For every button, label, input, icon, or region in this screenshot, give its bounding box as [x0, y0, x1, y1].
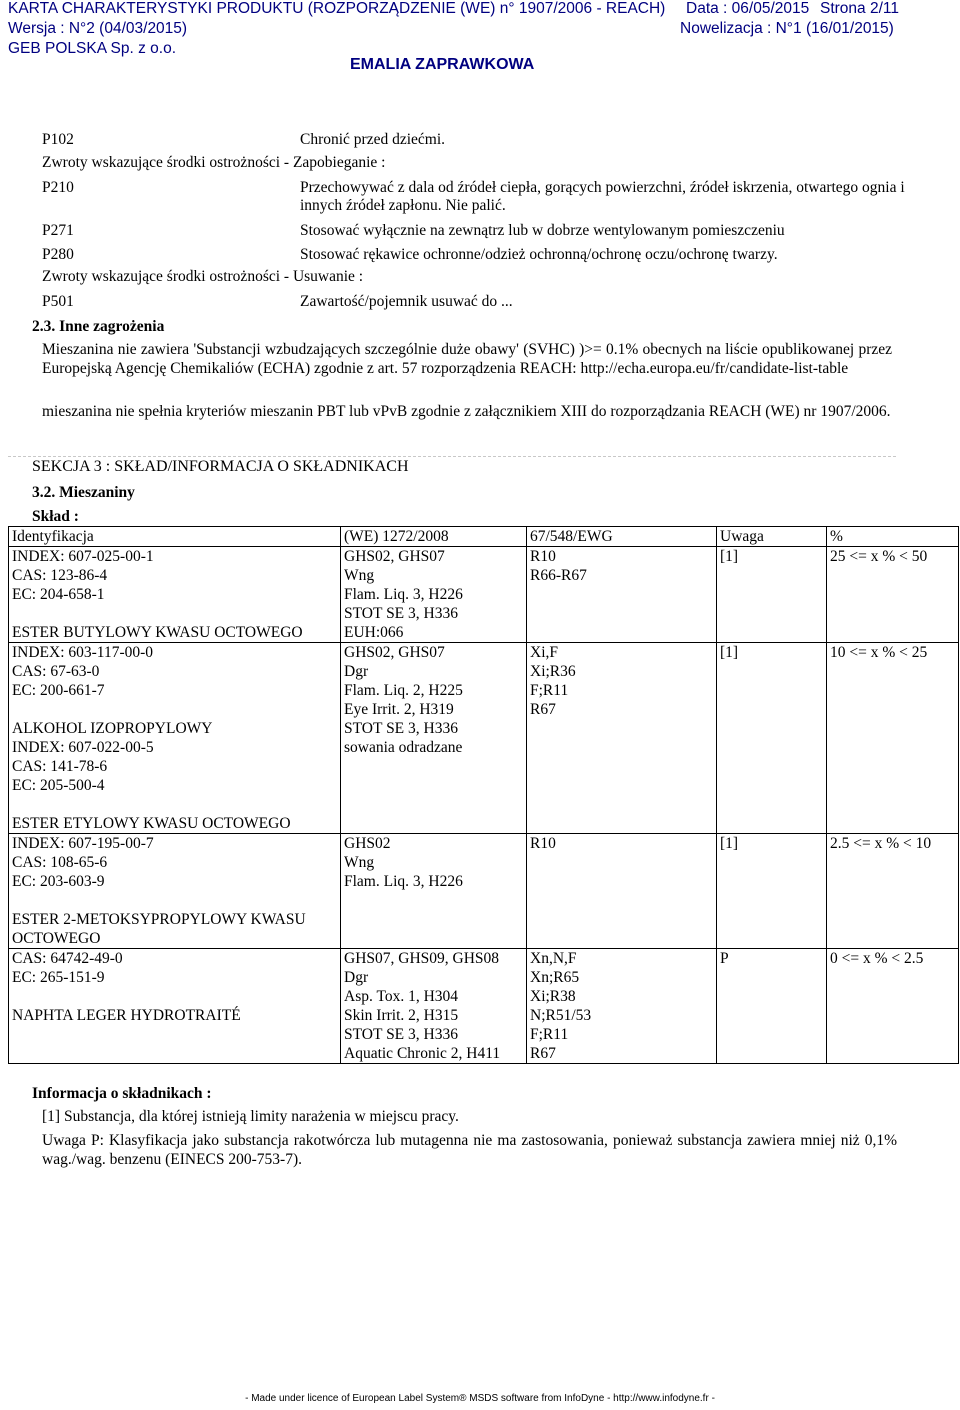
- table-row: [9, 643, 959, 834]
- header-percent: %: [827, 527, 959, 547]
- substance-name: ALKOHOL IZOPROPYLOWY: [12, 720, 213, 737]
- p210-code: P210: [42, 179, 74, 196]
- pbt-paragraph: mieszanina nie spełnia kryteriów mieszanin PBT lub vPvB zgodnie z załącznikiem XIII do rozporządzania REACH (WE) nr 1907/2006.: [42, 403, 891, 420]
- p102-text: Chronić przed dziećmi.: [300, 131, 446, 148]
- header-identification: Identyfikacja: [9, 527, 341, 547]
- cas-number: CAS: 67-63-0: [12, 663, 100, 680]
- r-phrase: R67: [530, 701, 556, 718]
- ec-number: EC: 204-658-1: [12, 586, 105, 603]
- disposal-heading: Zwroty wskazujące środki ostrożności - Usuwanie :: [42, 268, 364, 285]
- index-number: INDEX: 603-117-00-0: [12, 644, 154, 661]
- hazard-class: Flam. Liq. 3, H226: [344, 586, 463, 603]
- sds-title: KARTA CHARAKTERYSTYKI PRODUKTU (ROZPORZĄDZENIE (WE) n° 1907/2006 - REACH): [8, 0, 666, 17]
- cas-number: CAS: 141-78-6: [12, 758, 108, 775]
- version: Wersja : N°2 (04/03/2015): [8, 20, 188, 37]
- hazard-class: STOT SE 3, H336: [344, 720, 458, 737]
- r-phrase: F;R11: [530, 1026, 569, 1043]
- p501-code: P501: [42, 293, 74, 310]
- note-p: Uwaga P: Klasyfikacja jako substancja rakotwórcza lub mutagenna nie ma zastosowania, ponieważ substancja zawiera mniej niż 0,1% wag./wag. benzenu (EINECS 200-753-7).: [42, 1132, 897, 1168]
- hazard-class: Skin Irrit. 2, H315: [344, 1007, 459, 1024]
- substance-name: ESTER 2-METOKSYPROPYLOWY KWASU OCTOWEGO: [12, 911, 306, 947]
- section-3-heading: SEKCJA 3 : SKŁAD/INFORMACJA O SKŁADNIKACH: [32, 458, 409, 475]
- r-phrase: R66-R67: [530, 567, 587, 584]
- page-number: Strona 2/11: [820, 0, 899, 17]
- r-phrase: N;R51/53: [530, 1007, 592, 1024]
- r-phrase: Xi,F: [530, 644, 558, 661]
- signal-word: Wng: [344, 567, 375, 584]
- signal-word: Dgr: [344, 969, 369, 986]
- substance-name: NAPHTA LEGER HYDROTRAITÉ: [12, 1007, 241, 1024]
- p271-code: P271: [42, 222, 74, 239]
- component-info-heading: Informacja o składnikach :: [32, 1085, 212, 1102]
- r-phrase: R10: [530, 835, 556, 852]
- composition-label: Skład :: [32, 508, 79, 525]
- cas-number: CAS: 64742-49-0: [12, 950, 123, 967]
- table-row: [9, 949, 959, 1064]
- hazard-class: Asp. Tox. 1, H304: [344, 988, 459, 1005]
- ec-number: EC: 265-151-9: [12, 969, 105, 986]
- section-2-3-heading: 2.3. Inne zagrożenia: [32, 318, 165, 335]
- issue-date: Data : 06/05/2015: [686, 0, 810, 17]
- header-we-1272: (WE) 1272/2008: [341, 527, 527, 547]
- header-ewg-67-548: 67/548/EWG: [527, 527, 717, 547]
- cas-number: CAS: 108-65-6: [12, 854, 108, 871]
- table-row: [9, 547, 959, 643]
- svhc-paragraph: Mieszanina nie zawiera 'Substancji wzbudzających szczególnie duże obawy' (SVHC) )>= 0.1% obecnych na liście opublikowanej przez Europejską Agencję Chemikaliów (ECHA) zgodnie z art. 57 rozporządzenia REACH: http://echa.europa.eu/fr/candidate-list-table: [42, 341, 892, 377]
- ghs-pictograms: GHS02, GHS07: [344, 644, 445, 661]
- note-ref: [1]: [720, 835, 739, 852]
- signal-word: Wng: [344, 854, 375, 871]
- header-note: Uwaga: [717, 527, 827, 547]
- r-phrase: F;R11: [530, 682, 569, 699]
- ec-number: EC: 200-661-7: [12, 682, 105, 699]
- ec-number: EC: 205-500-4: [12, 777, 105, 794]
- product-name: EMALIA ZAPRAWKOWA: [350, 56, 535, 73]
- table-row: [9, 834, 959, 949]
- r-phrase: Xi;R36: [530, 663, 576, 680]
- hazard-class: Flam. Liq. 3, H226: [344, 873, 463, 890]
- note-ref: P: [720, 950, 729, 967]
- substance-name: ESTER BUTYLOWY KWASU OCTOWEGO: [12, 624, 303, 641]
- ghs-pictograms: GHS02: [344, 835, 391, 852]
- r-phrase: Xi;R38: [530, 988, 576, 1005]
- note-ref: [1]: [720, 644, 739, 661]
- note-ref: [1]: [720, 548, 739, 565]
- p210-text: Przechowywać z dala od źródeł ciepła, gorących powierzchni, źródeł iskrzenia, otwartego ognia i innych źródeł zapłonu. Nie palić.: [300, 179, 905, 214]
- p501-text: Zawartość/pojemnik usuwać do ...: [300, 293, 513, 310]
- revision: Nowelizacja : N°1 (16/01/2015): [680, 20, 894, 37]
- p280-code: P280: [42, 246, 74, 263]
- table-header-row: [9, 527, 959, 547]
- hazard-class: STOT SE 3, H336: [344, 605, 458, 622]
- cas-number: CAS: 123-86-4: [12, 567, 108, 584]
- prevention-heading: Zwroty wskazujące środki ostrożności - Zapobieganie :: [42, 154, 386, 171]
- hazard-class: Eye Irrit. 2, H319: [344, 701, 454, 718]
- r-phrase: Xn;R65: [530, 969, 580, 986]
- composition-table: [8, 526, 959, 1064]
- hazard-class: Flam. Liq. 2, H225: [344, 682, 463, 699]
- index-number: INDEX: 607-025-00-1: [12, 548, 154, 565]
- r-phrase: R67: [530, 1045, 556, 1062]
- ghs-pictograms: GHS02, GHS07: [344, 548, 445, 565]
- footer-licence: - Made under licence of European Label System® MSDS software from InfoDyne - http://www.infodyne.fr -: [245, 1393, 715, 1404]
- hazard-class: STOT SE 3, H336: [344, 1026, 458, 1043]
- concentration-range: 0 <= x % < 2.5: [830, 950, 924, 967]
- index-number: INDEX: 607-022-00-5: [12, 739, 154, 756]
- signal-word: Dgr: [344, 663, 369, 680]
- p280-text: Stosować rękawice ochronne/odzież ochronną/ochronę oczu/ochronę twarzy.: [300, 246, 778, 263]
- r-phrase: Xn,N,F: [530, 950, 577, 967]
- section-3-2-heading: 3.2. Mieszaniny: [32, 484, 135, 501]
- company-name: GEB POLSKA Sp. z o.o.: [8, 40, 177, 57]
- index-number: INDEX: 607-195-00-7: [12, 835, 154, 852]
- ghs-pictograms: GHS07, GHS09, GHS08: [344, 950, 500, 967]
- concentration-range: 10 <= x % < 25: [830, 644, 928, 661]
- p271-text: Stosować wyłącznie na zewnątrz lub w dobrze wentylowanym pomieszczeniu: [300, 222, 785, 239]
- concentration-range: 2.5 <= x % < 10: [830, 835, 932, 852]
- hazard-class: EUH:066: [344, 624, 404, 641]
- section-divider: [8, 456, 896, 457]
- ec-number: EC: 203-603-9: [12, 873, 105, 890]
- hazard-class: Aquatic Chronic 2, H411: [344, 1045, 501, 1062]
- note-1: [1] Substancja, dla której istnieją limity narażenia w miejscu pracy.: [42, 1108, 459, 1125]
- r-phrase: R10: [530, 548, 556, 565]
- p102-code: P102: [42, 131, 74, 148]
- hazard-class: sowania odradzane: [344, 739, 463, 756]
- substance-name: ESTER ETYLOWY KWASU OCTOWEGO: [12, 815, 291, 832]
- concentration-range: 25 <= x % < 50: [830, 548, 928, 565]
